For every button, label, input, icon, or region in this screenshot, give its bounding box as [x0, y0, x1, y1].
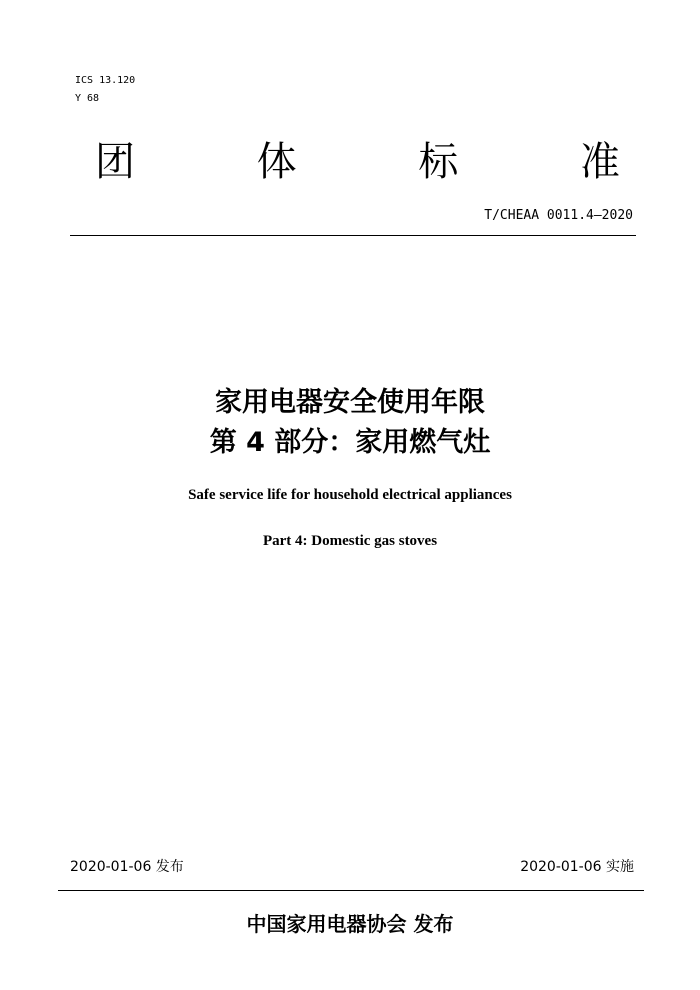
chinese-title: [0, 383, 700, 463]
effective-date: 2020-01-06 实施: [520, 859, 634, 875]
title-char-3: 标: [418, 139, 459, 185]
english-part-title: Part 4: Domestic gas stoves: [262, 533, 438, 549]
ccs-code: Y 68: [75, 93, 100, 104]
english-title: Safe service life for household electrical appliances: [188, 487, 512, 503]
title-char-4: 准: [579, 139, 620, 185]
title-char-1: 团: [95, 139, 135, 185]
ics-code: ICS 13.120: [75, 75, 136, 86]
issue-date: 2020-01-06 发布: [70, 859, 184, 875]
publisher: 中国家用电器协会 发布: [246, 912, 454, 936]
document-type-title: [95, 138, 620, 186]
chinese-title-line-2: 第 4 部分：家用燃气灶: [209, 427, 491, 458]
top-divider: [70, 235, 636, 236]
chinese-title-line-1: 家用电器安全使用年限: [215, 387, 485, 418]
standard-number: T/CHEAA 0011.4—2020: [484, 208, 633, 223]
bottom-divider: [58, 890, 644, 891]
classification-codes: [75, 72, 135, 108]
title-char-2: 体: [256, 139, 297, 185]
